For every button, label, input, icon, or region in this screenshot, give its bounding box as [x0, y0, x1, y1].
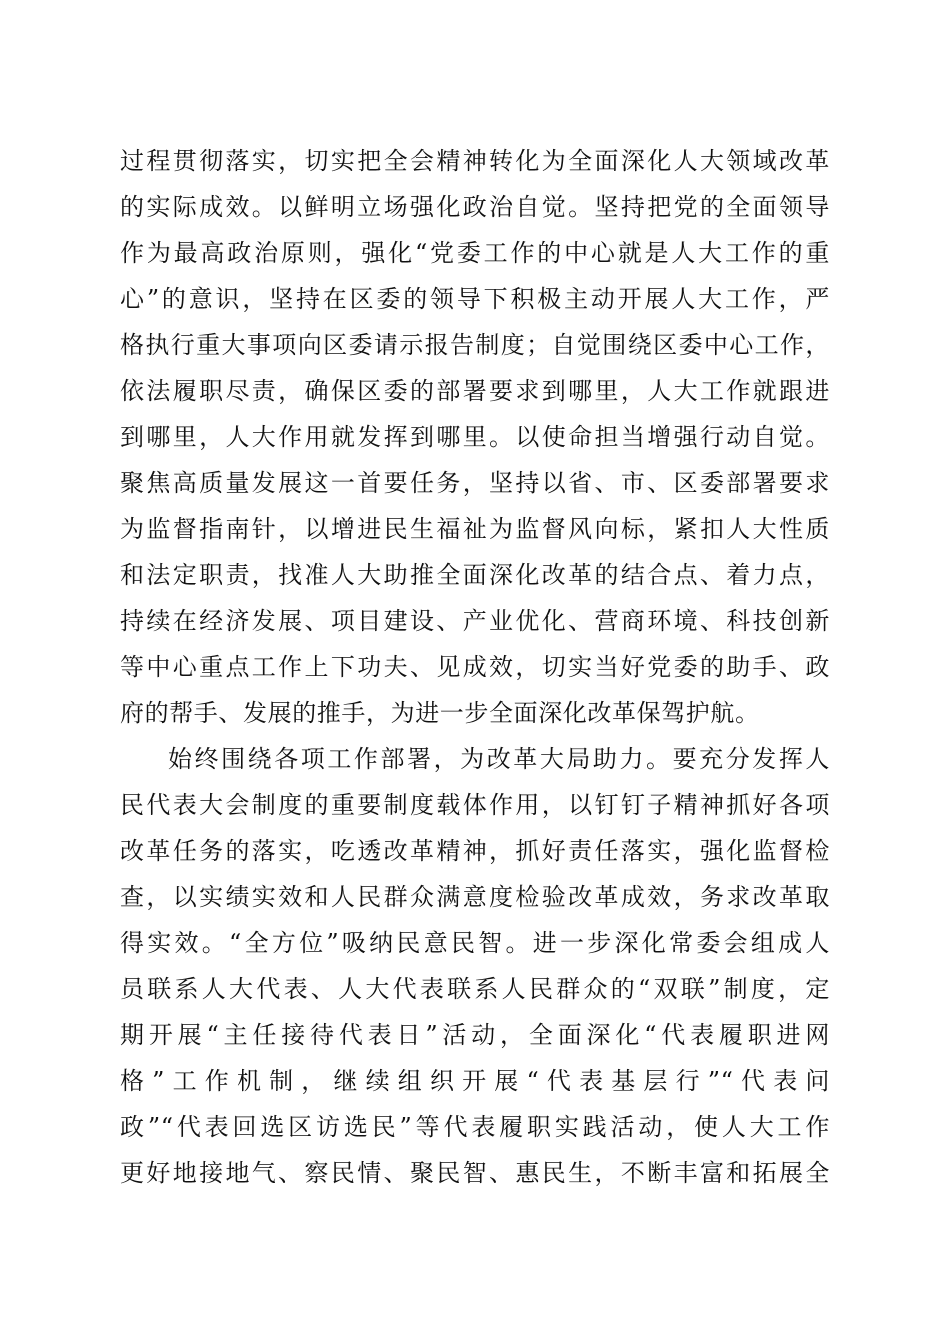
paragraph-2-line-3: 改革任务的落实，吃透改革精神，抓好责任落实，强化监督检 — [120, 837, 830, 865]
paragraph-1-line-7: 到哪里，人大作用就发挥到哪里。以使命担当增强行动自觉。 — [120, 423, 830, 451]
paragraph-2-line-4: 查，以实绩实效和人民群众满意度检验改革成效，务求改革取 — [120, 883, 830, 911]
paragraph-2-line-2: 民代表大会制度的重要制度载体作用，以钉钉子精神抓好各项 — [120, 791, 830, 819]
paragraph-2-line-7: 期开展“主任接待代表日”活动，全面深化“代表履职进网 — [120, 1021, 830, 1049]
paragraph-1-line-8: 聚焦高质量发展这一首要任务，坚持以省、市、区委部署要求 — [120, 469, 830, 497]
paragraph-1-line-10: 和法定职责，找准人大助推全面深化改革的结合点、着力点， — [120, 561, 830, 589]
paragraph-1-line-6: 依法履职尽责，确保区委的部署要求到哪里，人大工作就跟进 — [120, 377, 830, 405]
paragraph-1-line-11: 持续在经济发展、项目建设、产业优化、营商环境、科技创新 — [120, 607, 830, 635]
paragraph-1-line-5: 格执行重大事项向区委请示报告制度；自觉围绕区委中心工作， — [120, 331, 830, 359]
paragraph-2-line-5: 得实效。“全方位”吸纳民意民智。进一步深化常委会组成人 — [120, 929, 830, 957]
paragraph-1-line-13: 府的帮手、发展的推手，为进一步全面深化改革保驾护航。 — [120, 699, 760, 727]
paragraph-1-line-12: 等中心重点工作上下功夫、见成效，切实当好党委的助手、政 — [120, 653, 830, 681]
paragraph-2-line-9: 政”“代表回选区访选民”等代表履职实践活动，使人大工作 — [120, 1113, 830, 1141]
paragraph-1-line-3: 作为最高政治原则，强化“党委工作的中心就是人大工作的重 — [120, 239, 830, 267]
paragraph-2-line-6: 员联系人大代表、人大代表联系人民群众的“双联”制度，定 — [120, 975, 830, 1003]
paragraph-1-line-2: 的实际成效。以鲜明立场强化政治自觉。坚持把党的全面领导 — [120, 193, 830, 221]
paragraph-1-line-4: 心”的意识，坚持在区委的领导下积极主动开展人大工作，严 — [120, 285, 830, 313]
paragraph-2-line-10: 更好地接地气、察民情、聚民智、惠民生，不断丰富和拓展全 — [120, 1159, 830, 1187]
paragraph-1-line-9: 为监督指南针，以增进民生福祉为监督风向标，紧扣人大性质 — [120, 515, 830, 543]
paragraph-2-line-8: 格”工作机制，继续组织开展“代表基层行”“代表问 — [120, 1067, 830, 1095]
paragraph-1-line-1: 过程贯彻落实，切实把全会精神转化为全面深化人大领域改革 — [120, 147, 830, 175]
paragraph-2-line-1: 始终围绕各项工作部署，为改革大局助力。要充分发挥人 — [168, 745, 830, 773]
